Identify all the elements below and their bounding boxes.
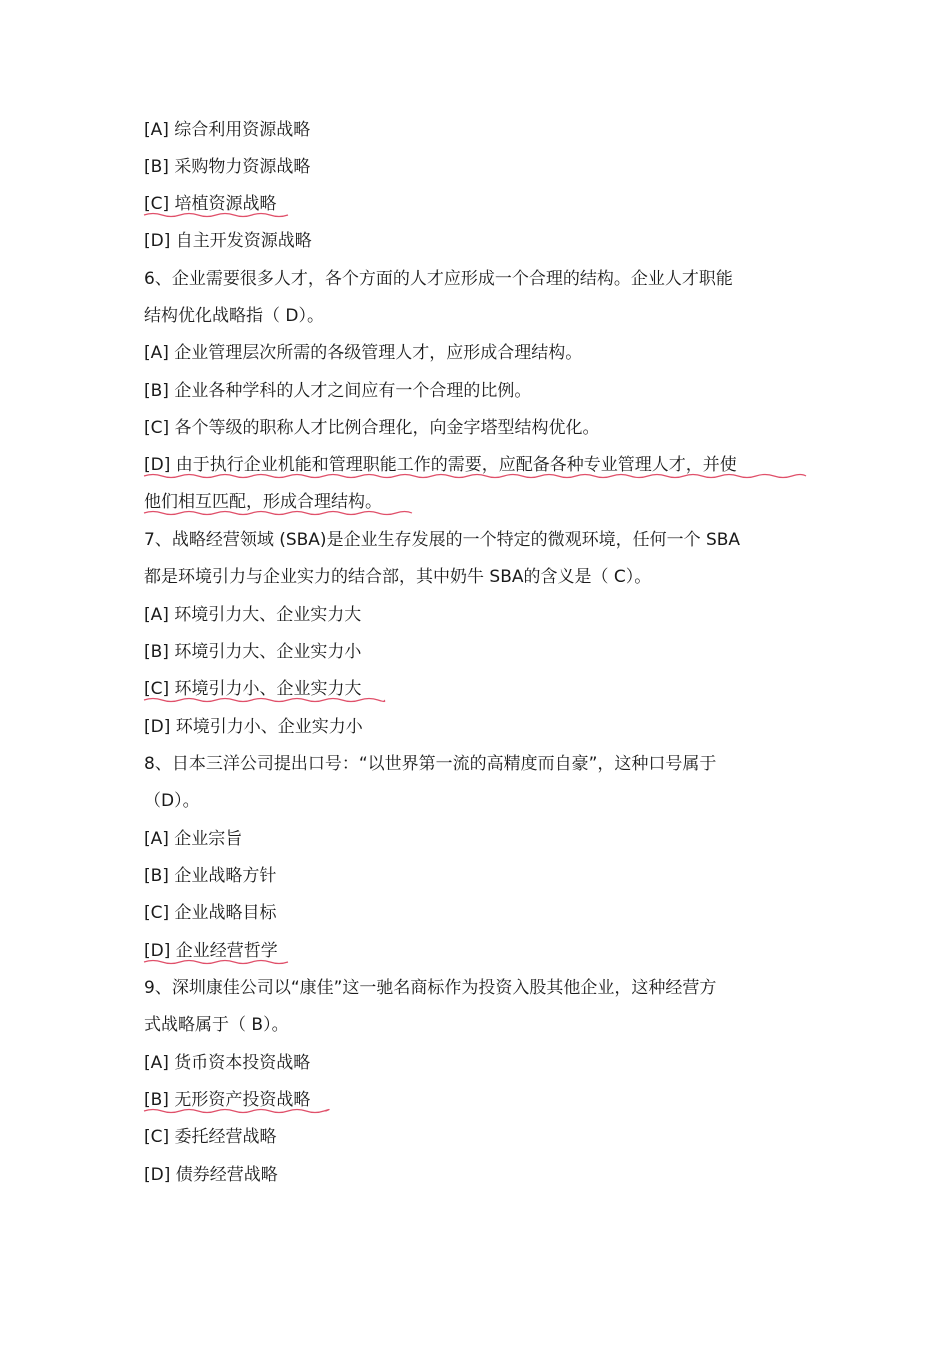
- option-d-q6-answer-line-1: [D] 由于执行企业机能和管理职能工作的需要，应配备各种专业管理人才，并使: [144, 455, 737, 475]
- option-a-q7: [A] 环境引力大、企业实力大: [144, 605, 362, 625]
- option-c-q6: [C] 各个等级的职称人才比例合理化，向金字塔型结构优化。: [144, 418, 600, 438]
- question-6-line-2: 结构优化战略指（ D）。: [144, 306, 324, 326]
- answer-underline-q6-line-2: [144, 510, 412, 516]
- question-6-line-1: 6、企业需要很多人才，各个方面的人才应形成一个合理的结构。企业人才职能: [144, 269, 733, 289]
- question-9-line-1: 9、深圳康佳公司以“康佳”这一驰名商标作为投资入股其他企业，这种经营方: [144, 978, 717, 998]
- question-7-line-1: 7、战略经营领域 (SBA)是企业生存发展的一个特定的微观环境，任何一个 SBA: [144, 530, 741, 550]
- option-c-q9: [C] 委托经营战略: [144, 1127, 277, 1147]
- option-d-q9: [D] 债券经营战略: [144, 1165, 278, 1185]
- answer-underline-q7: [144, 697, 384, 703]
- option-c-q7-answer: [C] 环境引力小、企业实力大: [144, 679, 362, 699]
- option-a-q6: [A] 企业管理层次所需的各级管理人才，应形成合理结构。: [144, 343, 583, 363]
- option-a-q5: [A] 综合利用资源战略: [144, 120, 311, 140]
- question-8-line-2: （D）。: [144, 791, 200, 811]
- answer-underline-q9: [144, 1108, 326, 1114]
- option-b-q8: [B] 企业战略方针: [144, 866, 277, 886]
- option-d-q7: [D] 环境引力小、企业实力小: [144, 717, 363, 737]
- option-c-q5-answer: [C] 培植资源战略: [144, 194, 277, 214]
- question-7-line-2: 都是环境引力与企业实力的结合部，其中奶牛 SBA的含义是（ C）。: [144, 567, 652, 587]
- option-a-q8: [A] 企业宗旨: [144, 829, 243, 849]
- option-b-q6: [B] 企业各种学科的人才之间应有一个合理的比例。: [144, 381, 532, 401]
- option-d-q5: [D] 自主开发资源战略: [144, 231, 312, 251]
- option-b-q5: [B] 采购物力资源战略: [144, 157, 311, 177]
- answer-underline-q5: [144, 212, 288, 218]
- answer-underline-q8: [144, 959, 288, 965]
- question-8-line-1: 8、日本三洋公司提出口号：“以世界第一流的高精度而自豪”，这种口号属于: [144, 754, 717, 774]
- answer-underline-q6-line-1: [144, 473, 806, 479]
- question-9-line-2: 式战略属于（ B）。: [144, 1015, 289, 1035]
- option-a-q9: [A] 货币资本投资战略: [144, 1053, 311, 1073]
- option-b-q7: [B] 环境引力大、企业实力小: [144, 642, 362, 662]
- option-d-q6-answer-line-2: 他们相互匹配，形成合理结构。: [144, 492, 382, 512]
- option-d-q8-answer: [D] 企业经营哲学: [144, 941, 278, 961]
- option-c-q8: [C] 企业战略目标: [144, 903, 277, 923]
- option-b-q9-answer: [B] 无形资产投资战略: [144, 1090, 311, 1110]
